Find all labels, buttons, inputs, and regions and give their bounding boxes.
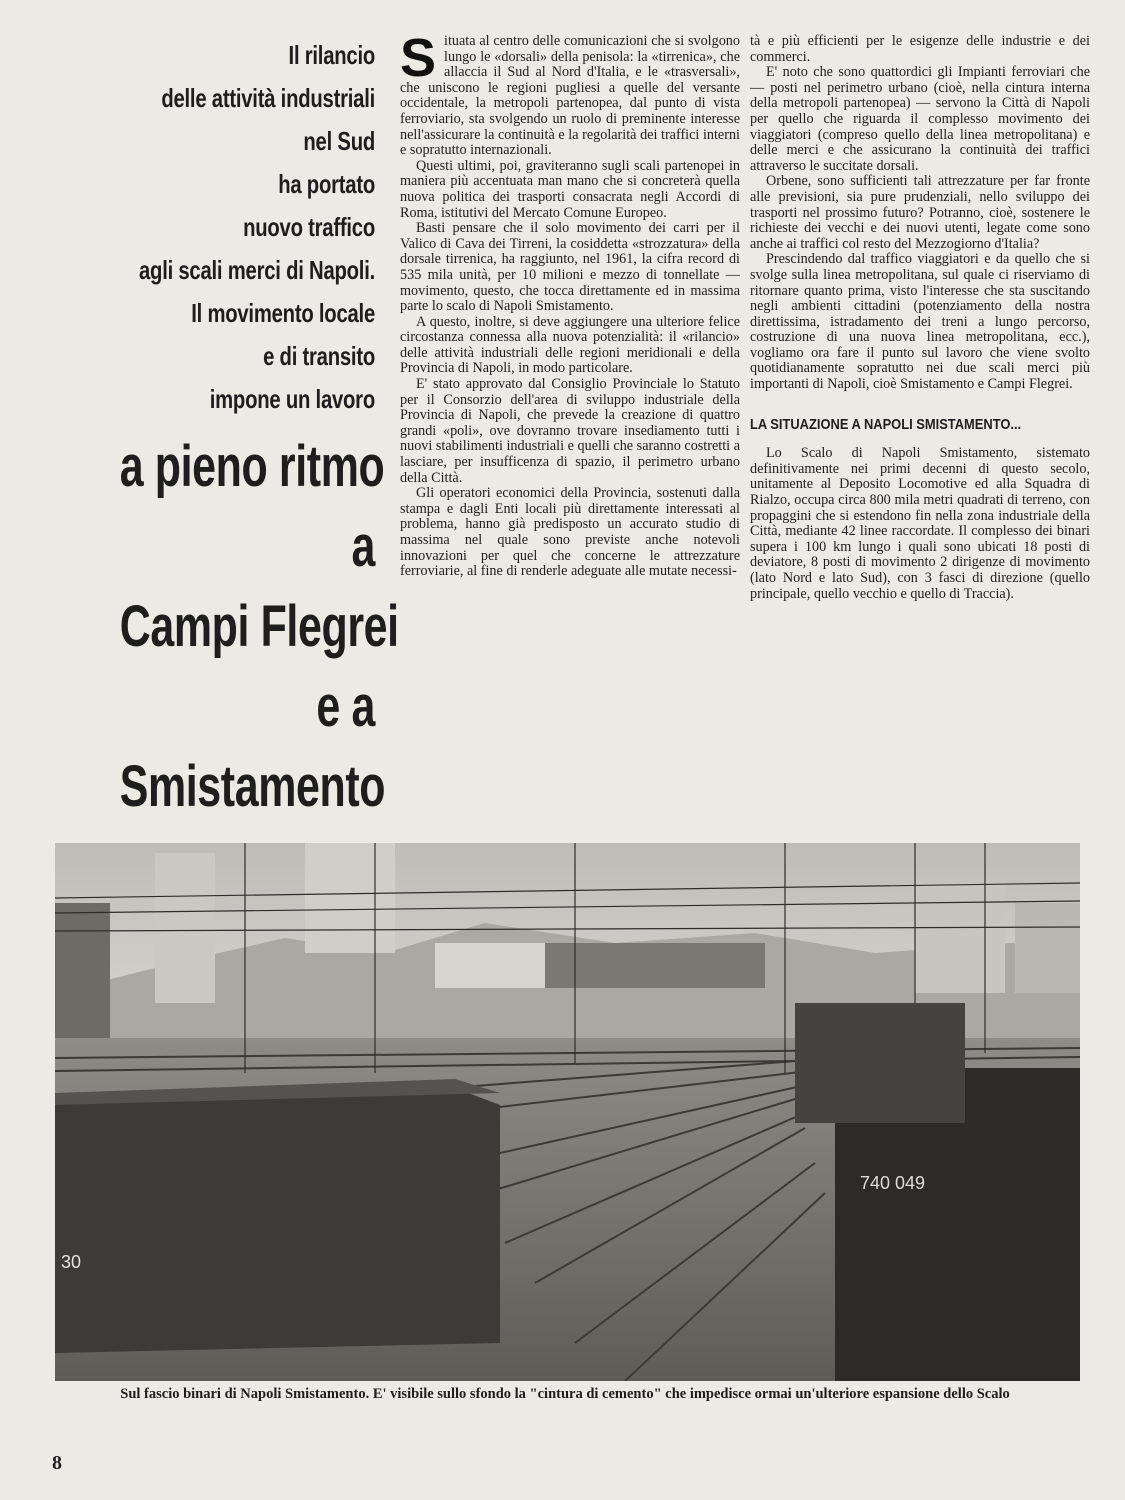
locomotive (435, 943, 545, 988)
article-paragraph: Orbene, sono sufficienti tali attrezzature per far fronte alle previsioni, sia pure prudenziali, nello sviluppo dei trasporti nel prossimo futuro? Potranno, cioè, sostenere le richieste dei vecchi e dei nuovi utenti, legate come sono anche ai traffici col resto del Mezzogiorno d'Italia? (750, 173, 1090, 252)
article-paragraph: E' noto che sono quattordici gli Impianti ferroviari che — posti nel perimetro urbano (cioè, nella cintura interna della metropoli partenopea) — servono la Città di Napoli per quello che riguarda il complesso movimento dei viaggiatori (compreso quello della linea metropolitana) e delle merci e che assicurano la continuità dei traffici attraverso le succitate dorsali. (750, 64, 1090, 174)
title-line: Campi Flegrei (119, 594, 399, 659)
wagon-number: 740 049 (860, 1173, 926, 1193)
article-paragraph: Basti pensare che il solo movimento dei carri per il Valico di Cava dei Tirreni, la cosiddetta «strozzatura» della dorsale tirrenica, ha raggiunto, nel 1961, la cifra record di 535 mila unità, per 10 milioni e mezzo di tonnellate — movimento, questo, che tocca direttamente ed in massima parte lo scalo di Napoli Smistamento. (400, 220, 740, 315)
headline (30, 34, 399, 827)
title-line: a pieno ritmo (119, 434, 385, 499)
freight-wagon-left (55, 1088, 500, 1353)
kicker-line: nuovo traffico (243, 212, 375, 242)
photo-caption: Sul fascio binari di Napoli Smistamento. E' visibile sullo sfondo la "cintura di cemento" che impedisce ormai un'ulteriore espansione dello Scalo (120, 1386, 1010, 1402)
title-line: e a (316, 674, 375, 739)
article-paragraph: Lo Scalo di Napoli Smistamento, sistemato definitivamente nei primi decenni di questo secolo, unitamente al Deposito Locomotive ed alla Squadra di Rialzo, occupa circa 800 mila metri quadrati di terreno, con propaggini che si estendono fin nella zona industriale della Città, mediante 42 linee raccordate. Il complesso dei binari supera i 100 km lungo i quali sono ubicati 18 posti di deviatore, 8 posti di movimento 2 dirigenze di movimento (lato Nord e lato Sud), con 3 fasci di direzione (quello principale, quello vecchio e quello di Traccia). (750, 445, 1090, 602)
headline-kicker (30, 34, 375, 421)
article-paragraph: Gli operatori economici della Provincia, sostenuti dalla stampa e dagli Enti locali più direttamente interessati al problema, hanno già predisposto un accurato studio di massima nel quale sono previste anche notevoli innovazioni per quel che concerne le attrezzature ferroviarie, al fine di renderle adeguate alle mutate necessi- (400, 485, 740, 580)
section-subhead: LA SITUAZIONE A NAPOLI SMISTAMENTO... (750, 415, 1022, 433)
article-column-1 (400, 28, 740, 580)
kicker-line: e di transito (263, 341, 375, 371)
building (305, 843, 395, 953)
article-paragraph: Questi ultimi, poi, graviteranno sugli scali partenopei in maniera più accentuata man mano che si concreterà quella nuova politica dei trasporti consacrata negli Accordi di Roma, istitutivi del Mercato Comune Europeo. (400, 157, 740, 221)
kicker-line: agli scali merci di Napoli. (138, 255, 375, 285)
kicker-line: Il movimento locale (191, 298, 375, 328)
drop-cap: S (400, 28, 437, 88)
photo-illustration (55, 843, 1080, 1381)
title-line: Smistamento (119, 754, 386, 819)
article-paragraph: A questo, inoltre, si deve aggiungere una ulteriore felice circostanza connessa alla nuova potenzialità: il «rilancio» delle attività industriali delle regioni meridionali e della Provincia di Napoli, in modo particolare. (400, 313, 740, 377)
building (155, 853, 215, 1003)
paragraph-text: ituata al centro delle comunicazioni che si svolgono lungo le «dorsali» della penisola: la «tirrenica», che allaccia il Sud al Nord d'Italia, e le «trasversali», che uniscono le regioni pugliesi a quelle del versante occidentale, la metropoli partenopea, dal punto di vista ferroviario, sta svolgendo un ruolo di preminente interesse nell'assicurare la continuità e la regolarità dei traffici interni e sopratutto internazionali. (400, 33, 740, 159)
article-paragraph (400, 28, 740, 159)
kicker-line: nel Sud (303, 126, 375, 156)
article-paragraph: tà e più efficienti per le esigenze delle industrie e dei commerci. (750, 33, 1090, 65)
car-mark: 30 (61, 1252, 82, 1272)
kicker-line: delle attività industriali (161, 83, 375, 113)
kicker-line: Il rilancio (288, 40, 375, 70)
kicker-line: ha portato (278, 169, 375, 199)
kicker-line: impone un lavoro (209, 384, 375, 414)
article-paragraph: E' stato approvato dal Consiglio Provinciale lo Statuto per il Consorzio dell'area di sviluppo industriale della Provincia di Napoli, che prevede la creazione di quattro grandi «poli», ove dovranno trovare insediamento tutti i nuovi stabilimenti industriali e quelli che saranno costretti a lasciare, per insufficenza di spazio, il perimetro urbano della Città. (400, 376, 740, 486)
building (915, 883, 1005, 993)
page-number: 8 (52, 1452, 62, 1474)
title-line: a (351, 514, 375, 579)
headline-title (30, 427, 399, 827)
article-column-2 (750, 34, 1090, 602)
wagon-roof (795, 1003, 965, 1123)
rail-yard-photo (55, 843, 1080, 1381)
building (1015, 903, 1080, 993)
article-paragraph: Prescindendo dal traffico viaggiatori e da quello che si svolge sulla linea metropolitana, sul quale ci riserviamo di ritornare quanto prima, visto l'interesse che sta suscitando negli ambienti cittadini (potenziamento della nostra direttissima, istradamento dei treni a lungo percorso, costruzione di una nuova linea metropolitana, ecc.), vogliamo ora fare il punto sul lavoro che viene svolto quotidianamente sopratutto nei due scali merci più importanti di Napoli, cioè Smistamento e Campi Flegrei. (750, 251, 1090, 393)
